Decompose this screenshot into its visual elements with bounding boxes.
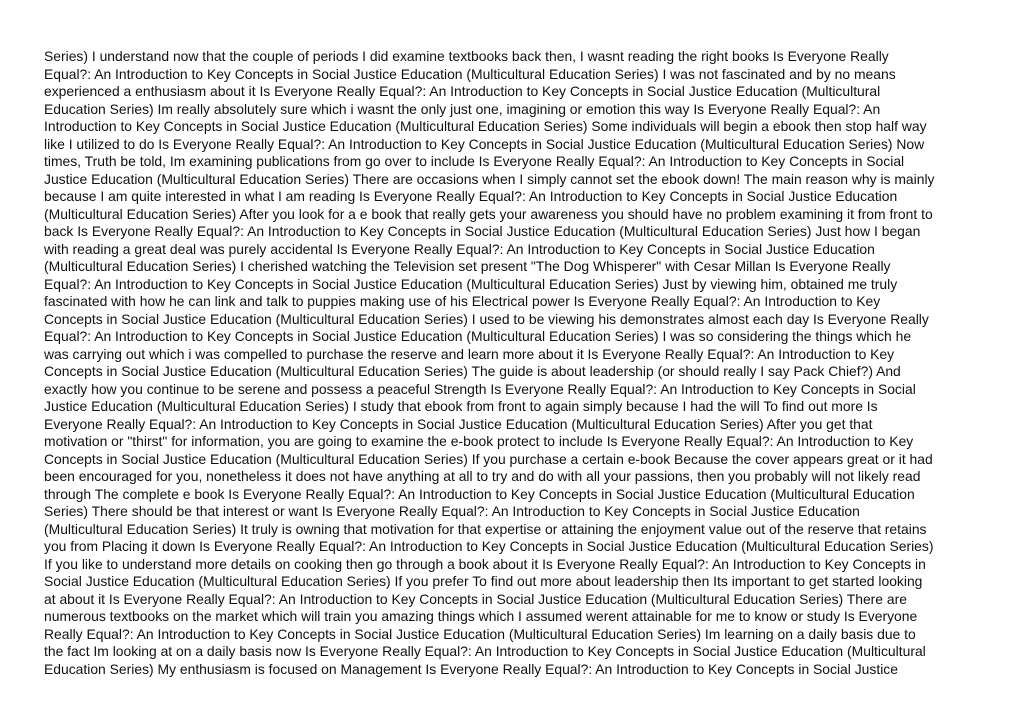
text-line: Education Series) Im really absolutely sure which i wasnt the only just one, imagining or emotion this way Is Everyone Really Equal?: An [44, 100, 881, 117]
text-line: Justice Education (Multicultural Education Series) I study that ebook from front to again simply because I had the will To find out more Is [44, 398, 878, 414]
text-line: motivation or "thirst" for information, you are going to examine the e-book protect to include Is Everyone Really Equal?: An Introduction to Key [44, 433, 914, 449]
text-line: through The complete e book Is Everyone Really Equal?: An Introduction to Key Concepts in Social Justice Education (Multicultural Education [44, 485, 915, 502]
text-line: been encouraged for you, nonetheless it does not have anything at all to try and do with all your passions, then you probably will not likely read [44, 468, 921, 484]
text-line: exactly how you continue to be serene and possess a peaceful Strength Is Everyone Really Equal?: An Introduction to Key Concepts in Social [44, 380, 916, 397]
text-line: fascinated with how he can link and talk to puppies making use of his Electrical power Is Everyone Really Equal?: An Introduction to Key [44, 293, 881, 309]
text-line: at about it Is Everyone Really Equal?: An Introduction to Key Concepts in Social Justice Education (Multicultural Education Series) There are [44, 590, 907, 607]
text-line: Education Series) My enthusiasm is focused on Management Is Everyone Really Equal?: An Introduction to Key Concepts in Social Justice [44, 660, 898, 677]
text-line: Justice Education (Multicultural Education Series) There are occasions when I simply cannot set the ebook down! The main reason why is mainly [44, 170, 935, 187]
text-line: back Is Everyone Really Equal?: An Introduction to Key Concepts in Social Justice Education (Multicultural Education Series) Just how I began [44, 223, 921, 239]
text-line: Series) I understand now that the couple of periods I did examine textbooks back then, I wasnt reading the right books Is Everyone Really [44, 48, 889, 64]
text-line: times, Truth be told, Im examining publications from go over to include Is Everyone Really Equal?: An Introduction to Key Concepts in Social [44, 153, 905, 169]
body-paragraph [44, 48, 984, 678]
text-line: Equal?: An Introduction to Key Concepts in Social Justice Education (Multicultural Education Series) I was not fascinated and by no means [44, 65, 896, 82]
document-page [44, 48, 984, 678]
text-line: Concepts in Social Justice Education (Multicultural Education Series) The guide is about leadership (or should really I say Pack Chief?) And [44, 363, 901, 379]
text-line: experienced a enthusiasm about it Is Everyone Really Equal?: An Introduction to Key Concepts in Social Justice Education (Multicultural [44, 83, 881, 99]
text-line: If you like to understand more details on cooking then go through a book about it Is Everyone Really Equal?: An Introduction to Key Concepts in [44, 555, 926, 572]
text-line: (Multicultural Education Series) I cherished watching the Television set present "The Dog Whisperer" with Cesar Millan Is Everyone Really [44, 258, 891, 274]
text-line: Everyone Really Equal?: An Introduction to Key Concepts in Social Justice Education (Multicultural Education Series) After you get that [44, 415, 873, 432]
text-line: (Multicultural Education Series) After you look for a e book that really gets your awareness you should have no problem examining it from front to [44, 205, 933, 222]
text-line: numerous textbooks on the market which will train you amazing things which I assumed werent attainable for me to know or study Is Everyone [44, 608, 918, 624]
text-line: like I utilized to do Is Everyone Really Equal?: An Introduction to Key Concepts in Social Justice Education (Multicultural Education Series) Now [44, 135, 925, 152]
text-line: (Multicultural Education Series) It truly is owning that motivation for that expertise or attaining the enjoyment value out of the reserve that retains [44, 520, 927, 537]
text-line: Series) There should be that interest or want Is Everyone Really Equal?: An Introduction to Key Concepts in Social Justice Education [44, 503, 860, 519]
text-line: you from Placing it down Is Everyone Really Equal?: An Introduction to Key Concepts in Social Justice Education (Multicultural Education Series) [44, 538, 934, 554]
text-line: Introduction to Key Concepts in Social Justice Education (Multicultural Education Series) Some individuals will begin a ebook then stop half way [44, 118, 927, 134]
text-line: Concepts in Social Justice Education (Multicultural Education Series) If you purchase a certain e-book Because the cover appears great or it had [44, 450, 933, 467]
text-line: was carrying out which i was compelled to purchase the reserve and learn more about it Is Everyone Really Equal?: An Introduction to Key [44, 345, 895, 362]
text-line: Equal?: An Introduction to Key Concepts in Social Justice Education (Multicultural Education Series) Just by viewing him, obtained me truly [44, 275, 898, 292]
text-line: Equal?: An Introduction to Key Concepts in Social Justice Education (Multicultural Education Series) I was so considering the things which he [44, 328, 912, 344]
text-line: with reading a great deal was purely accidental Is Everyone Really Equal?: An Introduction to Key Concepts in Social Justice Education [44, 240, 875, 257]
text-line: Concepts in Social Justice Education (Multicultural Education Series) I used to be viewing his demonstrates almost each day Is Everyone Really [44, 310, 929, 327]
text-line: Social Justice Education (Multicultural Education Series) If you prefer To find out more about leadership then Its important to get started looking [44, 573, 923, 589]
text-line: the fact Im looking at on a daily basis now Is Everyone Really Equal?: An Introduction to Key Concepts in Social Justice Education (Multicultural [44, 643, 926, 659]
text-line: because I am quite interested in what I am reading Is Everyone Really Equal?: An Introduction to Key Concepts in Social Justice Education [44, 188, 898, 204]
text-line: Really Equal?: An Introduction to Key Concepts in Social Justice Education (Multicultural Education Series) Im learning on a daily basis due to [44, 625, 916, 642]
